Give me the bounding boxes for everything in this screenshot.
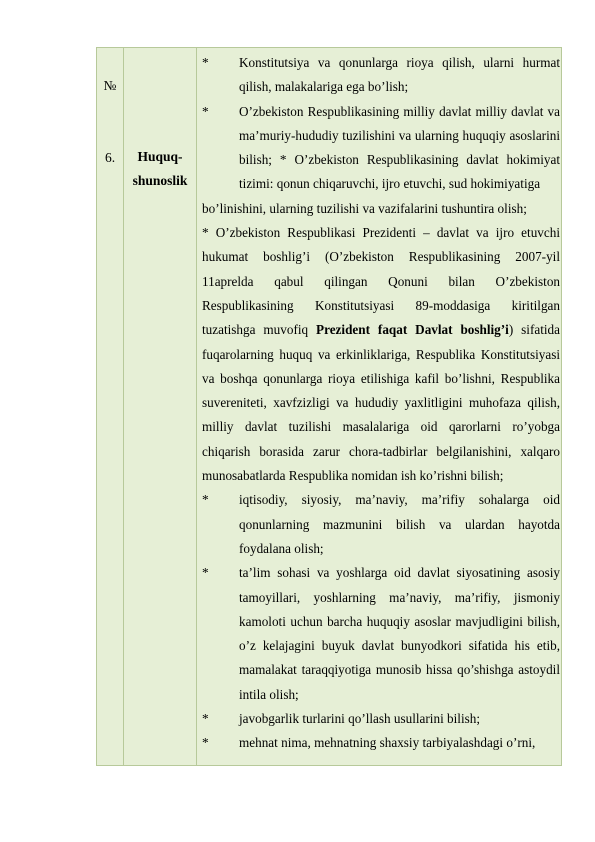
bullet-marker: * (202, 735, 209, 751)
list-item (202, 561, 560, 707)
paragraph-text: * O’zbekiston Respublikasi Prezidenti – davlat va ijro etuvchi hukumat boshlig’i (O’zbekiston Respublikasining 2007-yil 11aprelda qabul qilingan Qonuni bilan O’zbekiston Respublikasining Konstitutsiyasi 89-moddasiga kiritilgan tuzatishga muvofiq (202, 225, 560, 338)
list-item (202, 707, 560, 731)
list-item (202, 51, 560, 100)
bullet-marker: * (202, 711, 209, 727)
list-item (202, 100, 560, 197)
subject-name-line1: Huquq- (137, 149, 183, 164)
list-item (202, 488, 560, 561)
number-column-header: № (103, 78, 117, 93)
bullet-marker: * (202, 103, 209, 119)
list-item (202, 731, 560, 755)
bullet-marker: * (202, 492, 209, 508)
content-cell (202, 51, 560, 756)
column-divider-2 (196, 48, 197, 765)
list-item-text: iqtisodiy, siyosiy, ma’naviy, ma’rifiy sohalarga oid qonunlarning mazmunini bilish va ulardan hayotda foydalana olish; (239, 492, 560, 556)
subject-name (124, 145, 196, 193)
list-item-text: mehnat nima, mehnatning shaxsiy tarbiyalashdagi o’rni, (239, 735, 536, 751)
paragraph: bo’linishini, ularning tuzilishi va vazifalarini tushuntira olish; (202, 200, 527, 216)
paragraph (202, 221, 560, 488)
row-number: 6. (104, 150, 116, 165)
curriculum-table (96, 47, 562, 766)
subject-name-line2: shunoslik (132, 173, 188, 188)
bold-phrase: Prezident faqat Davlat boshlig’i (316, 322, 509, 338)
list-item-text: Konstitutsiya va qonunlarga rioya qilish, ularni hurmat qilish, malakalariga ega bo’lish; (239, 55, 560, 95)
list-item-text: ta’lim sohasi va yoshlarga oid davlat siyosatining asosiy tamoyillari, yoshlarning ma’naviy, ma’rifiy, jismoniy kamoloti uchun barcha huquqiy asoslar mavjudligini bilish, o’z kelajagini buyuk davlat bunyodkori sifatida his etib, mamalakat taraqqiyotiga munosib hissa qo’shishga astoydil intila olish; (239, 565, 560, 702)
bullet-marker: * (202, 565, 209, 581)
list-item-text: O’zbekiston Respublikasining milliy davlat milliy davlat va ma’muriy-hududiy tuzilishini va ularning huquqiy asoslarini bilish; * O’zbekiston Respublikasining davlat hokimiyat tizimi: qonun chiqaruvchi, ijro etuvchi, sud hokimiyatiga (239, 103, 560, 192)
paragraph-text-continued: ) sifatida fuqarolarning huquq va erkinliklariga, Respublika Konstitutsiyasi va boshqa qonunlarga rioya etilishiga kafil bo’lishni, Respublika suvereniteti, xavfzizligi va hududiy yaxlitligini muhofaza qilish, milliy davlat tuzilishi masalalariga oid qarorlarni ro’yobga chiqarish borasida zarur chora-tadbirlar belgilanishini, xalqaro munosabatlarda Respublika nomidan ish ko’rishni bilish; (202, 322, 560, 484)
bullet-marker: * (202, 55, 209, 70)
list-item-text: javobgarlik turlarini qo’llash usullarini bilish; (239, 711, 481, 727)
